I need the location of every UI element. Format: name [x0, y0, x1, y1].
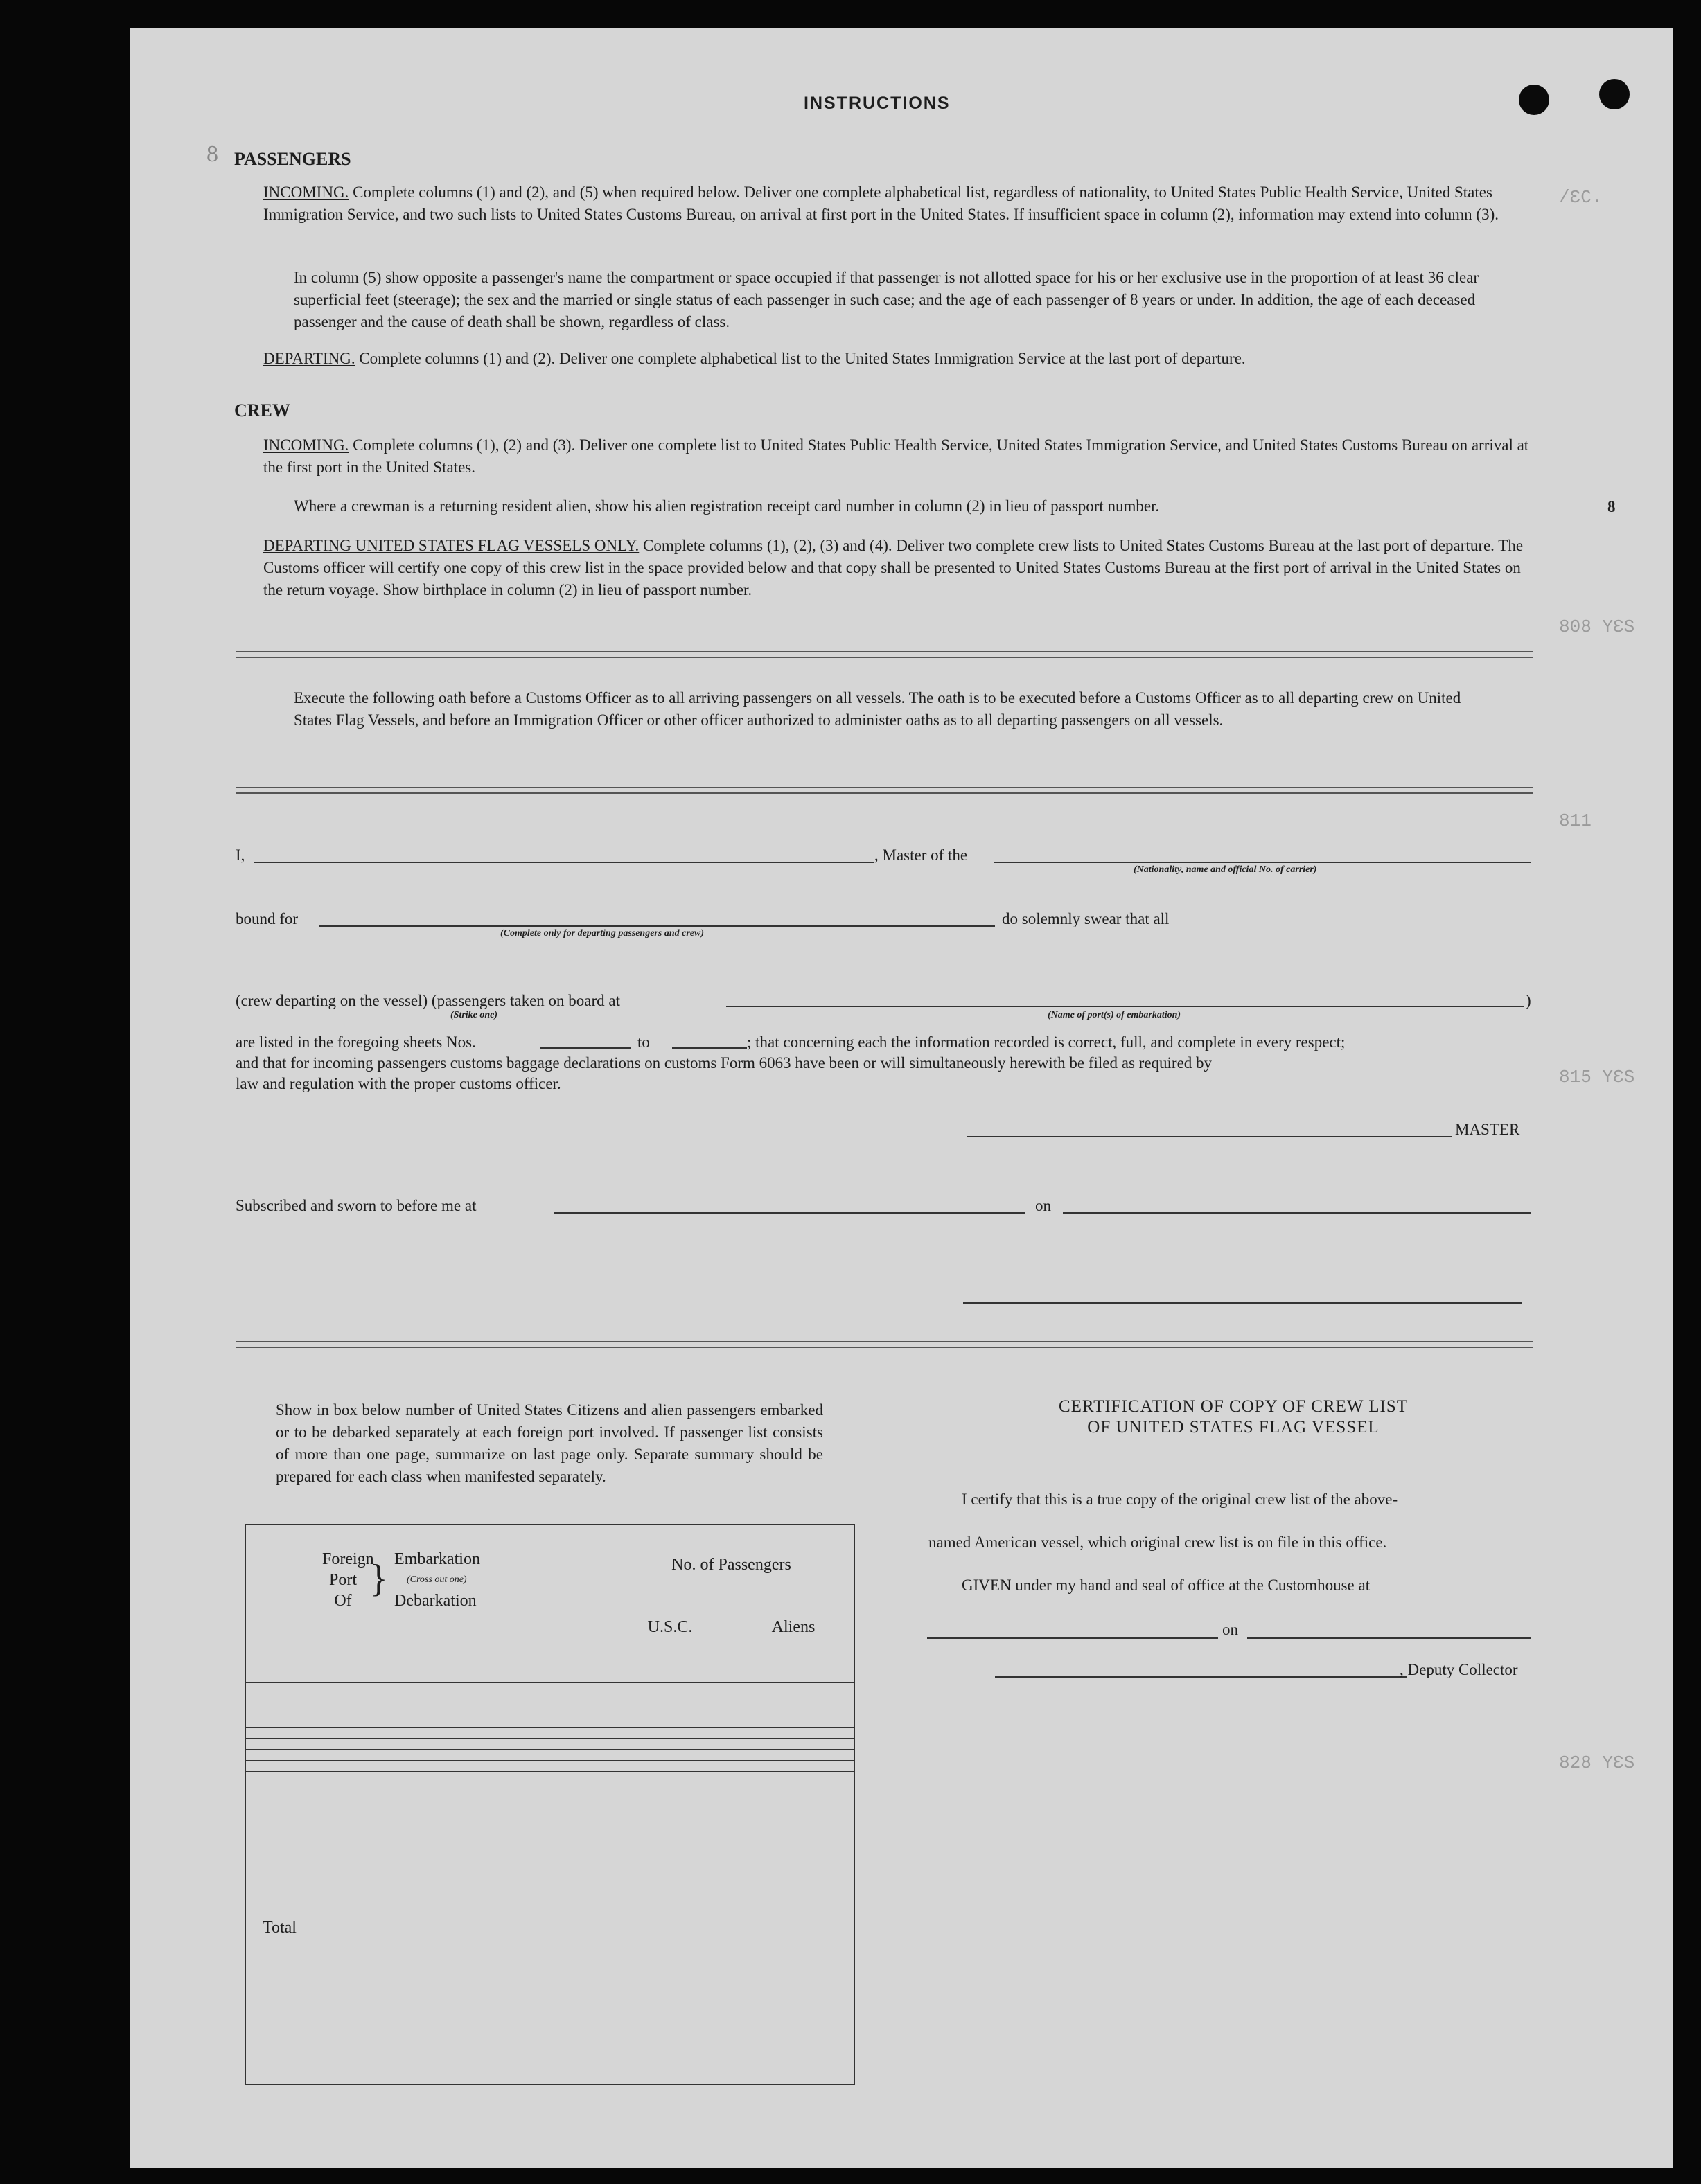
table-header-row: [246, 1525, 855, 1606]
aliens-cell[interactable]: [732, 1694, 855, 1705]
usc-cell[interactable]: [608, 1683, 732, 1694]
usc-cell[interactable]: [608, 1716, 732, 1727]
certification-on: on: [1222, 1621, 1238, 1638]
debarkation-label[interactable]: Debarkation: [394, 1591, 477, 1610]
oath-sheets-post: ; that concerning each the information recorded is correct, full, and complete in every respect;: [747, 1033, 1346, 1051]
aliens-header: Aliens: [732, 1606, 855, 1649]
usc-cell[interactable]: [608, 1761, 732, 1772]
no-passengers-header: No. of Passengers: [608, 1525, 855, 1606]
oath-close-paren: ): [1526, 992, 1531, 1009]
punch-hole-1: [1519, 85, 1549, 115]
sheet-to-field[interactable]: [672, 1047, 747, 1049]
crew-departing-text: Complete columns (1), (2), (3) and (4). Deliver two complete crew lists to United States Customs Bureau at the last port of departure. The Customs officer will certify one copy of this crew list in the space provided below and that copy shall be presented to United States Customs Bureau at the first port of arrival in the United States on the return voyage. Show birthplace in column (2) in lieu of passport number.: [263, 537, 1524, 598]
deputy-collector-label: , Deputy Collector: [1400, 1661, 1518, 1678]
usc-header: U.S.C.: [608, 1606, 732, 1649]
ports-caption: (Name of port(s) of embarkation): [1048, 1010, 1181, 1020]
page-mark: 8: [206, 141, 218, 167]
passengers-departing-text: Complete columns (1) and (2). Deliver one complete alphabetical list to the United States Immigration Service at the last port of departure.: [359, 350, 1246, 367]
aliens-cell[interactable]: [732, 1683, 855, 1694]
certification-title-2: OF UNITED STATES FLAG VESSEL: [1087, 1418, 1380, 1437]
passengers-incoming-label: INCOMING.: [263, 184, 349, 201]
table-row: [246, 1739, 855, 1750]
usc-cell[interactable]: [608, 1671, 732, 1683]
passengers-incoming: [263, 181, 1533, 226]
page-title: INSTRUCTIONS: [804, 94, 951, 113]
aliens-cell[interactable]: [732, 1716, 855, 1727]
aliens-cell[interactable]: [732, 1761, 855, 1772]
table-row: [246, 1671, 855, 1683]
oath-line3: law and regulation with the proper customs officer.: [236, 1075, 561, 1092]
crew-incoming-label: INCOMING.: [263, 436, 349, 454]
section-divider: [236, 651, 1533, 658]
subscribed-label: Subscribed and sworn to before me at: [236, 1197, 477, 1214]
strike-one-caption: (Strike one): [450, 1010, 498, 1020]
bound-for-field[interactable]: [319, 925, 995, 927]
col-port-1: Foreign: [322, 1550, 374, 1568]
crew-departing: [263, 535, 1533, 601]
cross-out-note: (Cross out one): [407, 1574, 467, 1585]
carrier-field[interactable]: [994, 862, 1531, 863]
officer-signature-field[interactable]: [963, 1302, 1522, 1304]
usc-cell[interactable]: [608, 1694, 732, 1705]
total-usc-cell[interactable]: [608, 1772, 732, 2085]
ghost-mark: /ƐC.: [1559, 187, 1603, 208]
passengers-column5: In column (5) show opposite a passenger's name the compartment or space occupied if that passenger is not allotted space for his or her exclusive use in the proportion of at least 36 clear superficial feet (steerage); the sex and the married or single status of each passenger in such case; and the age of each passenger of 8 years or under. In addition, the age of each deceased passenger and the cause of death shall be shown, regardless of class.: [294, 269, 1479, 330]
port-cell[interactable]: [246, 1705, 608, 1716]
port-cell[interactable]: [246, 1660, 608, 1671]
oath-sheets-pre: are listed in the foregoing sheets Nos.: [236, 1033, 476, 1051]
crew-alien: Where a crewman is a returning resident alien, show his alien registration receipt card number in column (2) in lieu of passport number.: [294, 497, 1160, 515]
table-row: [246, 1694, 855, 1705]
aliens-cell[interactable]: [732, 1727, 855, 1738]
port-cell[interactable]: [246, 1727, 608, 1738]
certification-title-1: CERTIFICATION OF COPY OF CREW LIST: [1058, 1397, 1409, 1416]
brace-icon: }: [369, 1556, 388, 1600]
aliens-cell[interactable]: [732, 1705, 855, 1716]
oath-bound-for: bound for: [236, 910, 299, 927]
col-port-3: Of: [334, 1591, 352, 1610]
oath-crew-departing: (crew departing on the vessel) (passengers taken on board at: [236, 992, 620, 1009]
usc-cell[interactable]: [608, 1750, 732, 1761]
embarkation-port-field[interactable]: [726, 1006, 1524, 1007]
port-cell[interactable]: [246, 1671, 608, 1683]
usc-cell[interactable]: [608, 1727, 732, 1738]
aliens-cell[interactable]: [732, 1750, 855, 1761]
col-port-2: Port: [328, 1570, 357, 1589]
port-cell[interactable]: [246, 1750, 608, 1761]
aliens-cell[interactable]: [732, 1739, 855, 1750]
carrier-caption: (Nationality, name and official No. of carrier): [1134, 864, 1317, 875]
sheet-from-field[interactable]: [540, 1047, 631, 1049]
usc-cell[interactable]: [608, 1660, 732, 1671]
master-name-field[interactable]: [254, 862, 874, 863]
aliens-cell[interactable]: [732, 1660, 855, 1671]
bound-caption: (Complete only for departing passengers and crew): [500, 928, 704, 939]
master-signature-field[interactable]: [967, 1136, 1452, 1137]
ghost-mark: 808 YƐS: [1559, 616, 1635, 637]
master-label: MASTER: [1455, 1121, 1520, 1138]
crew-heading: CREW: [234, 400, 290, 420]
table-row: [246, 1716, 855, 1727]
punch-hole-2: [1599, 79, 1630, 109]
oath-i-label: I,: [236, 846, 245, 864]
certification-line2: named American vessel, which original crew list is on file in this office.: [928, 1534, 1387, 1551]
table-row: [246, 1727, 855, 1738]
ghost-mark: 815 YƐS: [1559, 1067, 1635, 1087]
passengers-incoming-text: Complete columns (1) and (2), and (5) when required below. Deliver one complete alphabetical list, regardless of nationality, to United States Public Health Service, United States Immigration Service, and two such lists to United States Customs Bureau, on arrival at first port in the United States. If insufficient space in column (2), information may extend into column (3).: [263, 184, 1499, 223]
certification-date-field[interactable]: [1247, 1637, 1531, 1639]
crew-incoming-text: Complete columns (1), (2) and (3). Deliver one complete list to United States Public Health Service, United States Immigration Service, and United States Customs Bureau on arrival at the first port in the United States.: [263, 436, 1529, 476]
oath-master-of: , Master of the: [874, 846, 968, 864]
oath-swear: do solemnly swear that all: [1002, 910, 1170, 927]
summary-instructions: Show in box below number of United States Citizens and alien passengers embarked or to be debarked separately at each foreign port involved. If passenger list consists of more than one page, summarize on last page only. Separate summary should be prepared for each class when manifested separately.: [276, 1401, 823, 1485]
section-divider: [236, 1341, 1533, 1348]
aliens-cell[interactable]: [732, 1671, 855, 1683]
subscribed-place-field[interactable]: [554, 1212, 1025, 1214]
oath-intro: Execute the following oath before a Customs Officer as to all arriving passengers on all vessels. The oath is to be executed before a Customs Officer as to all departing crew on United States Flag Vessels, and before an Immigration Officer or other officer authorized to administer oaths as to all departing passengers on all vessels.: [294, 689, 1461, 729]
subscribed-date-field[interactable]: [1063, 1212, 1531, 1214]
port-cell[interactable]: [246, 1694, 608, 1705]
port-cell[interactable]: [246, 1683, 608, 1694]
table-row: [246, 1683, 855, 1694]
aliens-cell[interactable]: [732, 1649, 855, 1660]
port-cell[interactable]: [246, 1716, 608, 1727]
ghost-mark: 828 YƐS: [1559, 1752, 1635, 1773]
subscribed-on: on: [1035, 1197, 1051, 1214]
usc-cell[interactable]: [608, 1705, 732, 1716]
oath-sheets-to: to: [637, 1033, 650, 1051]
total-label: Total: [246, 1772, 608, 2085]
oath-line2: and that for incoming passengers customs baggage declarations on customs Form 6063 have been or will simultaneously herewith be filed as required by: [236, 1054, 1213, 1072]
passenger-summary-table: [245, 1524, 855, 2085]
crew-departing-label: DEPARTING UNITED STATES FLAG VESSELS ONLY.: [263, 537, 640, 554]
table-row: [246, 1705, 855, 1716]
port-header-cell: [246, 1525, 608, 1649]
crew-incoming: [263, 434, 1533, 479]
customhouse-field[interactable]: [927, 1637, 1218, 1639]
table-row: [246, 1649, 855, 1660]
section-divider: [236, 787, 1533, 794]
passengers-departing: [263, 348, 1533, 370]
table-row: [246, 1761, 855, 1772]
deputy-signature-field[interactable]: [995, 1676, 1407, 1678]
certification-line3: GIVEN under my hand and seal of office at the Customhouse at: [962, 1577, 1371, 1594]
total-aliens-cell[interactable]: [732, 1772, 855, 2085]
port-cell[interactable]: [246, 1761, 608, 1772]
port-cell[interactable]: [246, 1649, 608, 1660]
certification-line1: I certify that this is a true copy of the original crew list of the above-: [962, 1491, 1398, 1508]
passengers-departing-label: DEPARTING.: [263, 350, 355, 367]
total-row: [246, 1772, 855, 2085]
usc-cell[interactable]: [608, 1739, 732, 1750]
passengers-heading: PASSENGERS: [234, 149, 351, 169]
side-number: 8: [1607, 498, 1616, 515]
table-row: [246, 1660, 855, 1671]
ghost-mark: 811: [1559, 810, 1592, 831]
table-row: [246, 1750, 855, 1761]
port-cell[interactable]: [246, 1739, 608, 1750]
usc-cell[interactable]: [608, 1649, 732, 1660]
embarkation-label[interactable]: Embarkation: [394, 1550, 480, 1568]
